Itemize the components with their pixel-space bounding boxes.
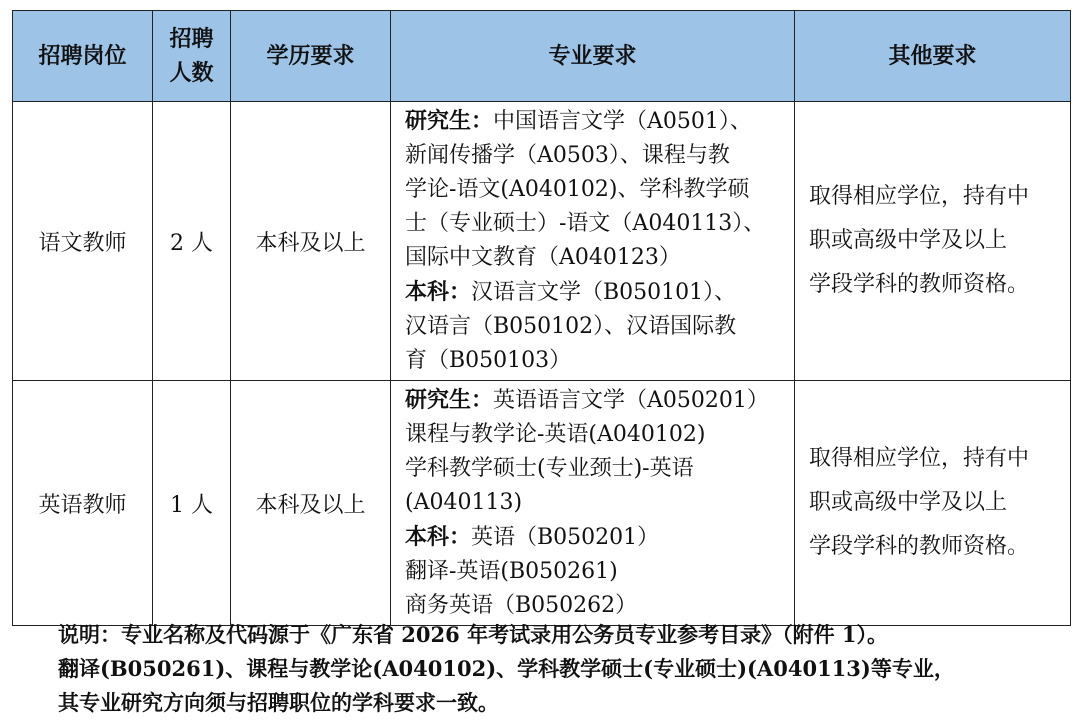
major-line [405, 383, 788, 418]
recruitment-table [12, 10, 1071, 626]
major-line [405, 104, 788, 139]
major-label: 本科： [405, 524, 472, 550]
footnote [58, 618, 1068, 720]
major-text: 英语（B050201） [471, 525, 660, 550]
header-count-line2: 人数 [169, 60, 214, 86]
major-line [405, 275, 788, 310]
footnote-line: 其专业研究方向须与招聘职位的学科要求一致。 [58, 690, 499, 715]
cell-major [391, 381, 795, 626]
major-line [405, 452, 788, 486]
other-line: 取得相应学位，持有中 [809, 184, 1030, 209]
cell-education: 本科及以上 [231, 102, 391, 381]
header-position: 招聘岗位 [13, 11, 153, 102]
cell-major [391, 102, 795, 381]
major-text: 汉语言（B050102）、汉语国际教 [405, 314, 737, 339]
major-line [405, 418, 788, 452]
major-text: 学科教学硕士(专业颈士)-英语 [405, 456, 694, 481]
major-text: 商务英语（B050262） [405, 593, 638, 618]
major-line [405, 207, 788, 241]
major-label: 研究生： [405, 108, 494, 134]
major-line [405, 520, 788, 555]
major-line [405, 310, 788, 344]
table-row [13, 102, 1071, 381]
other-line: 职或高级中学及以上 [809, 228, 1008, 253]
major-text: 新闻传播学（A0503）、课程与教 [405, 143, 730, 168]
major-text: 士（专业硕士）-语文（A040113）、 [405, 211, 766, 236]
major-text: 课程与教学论-英语(A040102) [405, 422, 706, 447]
major-text: 英语语言文学（A050201） [493, 388, 769, 413]
footnote-line: 说明：专业名称及代码源于《广东省 2026 年考试录用公务员专业参考目录》（附件 1）。 [58, 622, 888, 647]
major-text: (A040113) [405, 490, 523, 515]
major-line [405, 486, 788, 520]
cell-count: 2 人 [153, 102, 231, 381]
major-label: 研究生： [405, 387, 494, 413]
cell-other [795, 102, 1071, 381]
other-line: 取得相应学位，持有中 [809, 446, 1030, 471]
cell-education: 本科及以上 [231, 381, 391, 626]
other-line: 学段学科的教师资格。 [809, 534, 1030, 559]
other-line: 学段学科的教师资格。 [809, 272, 1030, 297]
major-text: 翻译-英语(B050261) [405, 559, 618, 584]
major-text: 国际中文教育（A040123） [405, 245, 681, 270]
header-major: 专业要求 [391, 11, 795, 102]
major-line [405, 139, 788, 173]
other-line: 职或高级中学及以上 [809, 490, 1008, 515]
major-text: 学论-语文(A040102)、学科教学硕 [405, 177, 750, 202]
major-line [405, 241, 788, 275]
cell-position: 英语教师 [13, 381, 153, 626]
footnote-line: 翻译(B050261)、课程与教学论(A040102)、学科教学硕士(专业硕士)(A040113)等专业， [58, 656, 955, 681]
major-line [405, 555, 788, 589]
table-header-row [13, 11, 1071, 102]
header-other: 其他要求 [795, 11, 1071, 102]
major-line [405, 344, 788, 378]
header-education: 学历要求 [231, 11, 391, 102]
header-count-line1: 招聘 [169, 26, 214, 52]
major-label: 本科： [405, 279, 472, 305]
major-line [405, 173, 788, 207]
header-count [153, 11, 231, 102]
major-text: 育（B050103） [405, 348, 572, 373]
table-row [13, 381, 1071, 626]
cell-count: 1 人 [153, 381, 231, 626]
cell-position: 语文教师 [13, 102, 153, 381]
major-text: 中国语言文学（A0501）、 [493, 109, 752, 134]
cell-other [795, 381, 1071, 626]
major-text: 汉语言文学（B050101）、 [471, 280, 737, 305]
